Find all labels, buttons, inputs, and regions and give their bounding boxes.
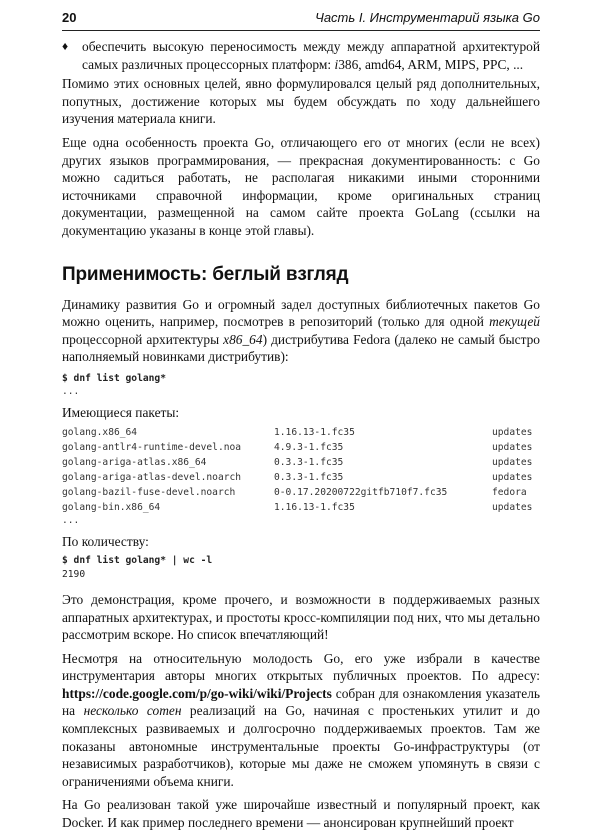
- package-repo: updates: [492, 471, 533, 483]
- intro-italic-2: x86_64: [223, 331, 263, 347]
- package-row: [62, 500, 540, 515]
- packages-ellipsis: ...: [62, 514, 80, 526]
- count-label: По количеству:: [62, 533, 149, 549]
- package-name: golang-bin.x86_64: [62, 501, 161, 513]
- intro-text-2: процессорной архитектуры: [62, 331, 224, 347]
- bullet-text-end: 386, amd64, ARM, MIPS, PPC, ...: [338, 56, 524, 72]
- diamond-bullet-icon: ♦: [62, 39, 69, 53]
- code-output-count: 2190: [62, 568, 86, 580]
- paragraph-projects: [62, 650, 540, 791]
- available-packages-label: Имеющиеся пакеты:: [62, 404, 180, 420]
- intro-text-1: Динамику развития Go и огромный задел доступных библиотечных пакетов Go можно оценить, например, посмотрев в репозиторий (только для одной: [62, 296, 540, 330]
- package-version: 4.9.3-1.fc35: [274, 441, 344, 453]
- projects-text-2: собран для ознакомления указатель на: [62, 685, 540, 719]
- package-version: 1.16.13-1.fc35: [274, 426, 355, 438]
- packages-table: [62, 425, 540, 515]
- package-repo: updates: [492, 456, 533, 468]
- bullet-italic: i: [334, 56, 339, 72]
- code-command-list: $ dnf list golang*: [62, 372, 166, 384]
- projects-url-link[interactable]: https://code.google.com/p/go-wiki/wiki/Projects: [62, 685, 332, 701]
- package-name: golang.x86_64: [62, 426, 138, 438]
- package-name: golang-ariga-atlas.x86_64: [62, 456, 207, 468]
- paragraph-docker: На Go реализован такой уже широчайше известный и популярный проект, как Docker. И как пример последнего времени — анонсирован крупнейший проект: [62, 797, 540, 831]
- section-heading: Применимость: беглый взгляд: [62, 263, 349, 285]
- running-title: Часть I. Инструментарий языка Go: [315, 10, 540, 25]
- package-repo: updates: [492, 501, 533, 513]
- projects-italic: несколько сотен: [83, 703, 182, 719]
- package-row: [62, 440, 540, 455]
- bullet-text: обеспечить высокую переносимость между между аппаратной архитектурой самых различных процессорных платформ:: [82, 39, 540, 72]
- package-row: [62, 425, 540, 440]
- projects-text-1: Несмотря на относительную молодость Go, его уже избрали в качестве инструментария авторы многих открытых публичных проектов. По адресу:: [62, 650, 540, 684]
- package-row: [62, 485, 540, 500]
- code-ellipsis: ...: [62, 385, 80, 397]
- paragraph-intro: [62, 296, 540, 366]
- projects-text-3: реализаций на Go, начиная с простеньких утилит и до комплексных развиваемых и долгосрочно поддерживаемых проектов. Там же показаны автономные инструментальные проекты Go-инфраструктуры (от независимых разработчиков), которые мы даже не сможем упомянуть в связи с ограничениями объема книги.: [62, 703, 540, 789]
- running-header: [62, 8, 540, 31]
- package-version: 1.16.13-1.fc35: [274, 501, 355, 513]
- package-repo: fedora: [492, 486, 527, 498]
- package-row: [62, 470, 540, 485]
- code-command-count: $ dnf list golang* | wc -l: [62, 554, 213, 566]
- intro-text-3: ) дистрибутива Fedora (далеко не самый быстро наполняемый новинками дистрибутив):: [62, 331, 540, 365]
- package-row: [62, 455, 540, 470]
- page-number: 20: [62, 10, 77, 25]
- package-version: 0-0.17.20200722gitfb710f7.fc35: [274, 486, 448, 498]
- package-version: 0.3.3-1.fc35: [274, 471, 344, 483]
- paragraph-demonstration: Это демонстрация, кроме прочего, и возможности в поддерживаемых разных аппаратных архитектурах, и простоты кросс-компиляции под них, что мы детально рассмотрим вскоре. Но список впечатляющий!: [62, 591, 540, 643]
- package-name: golang-antlr4-runtime-devel.noa: [62, 441, 242, 453]
- paragraph-documentation: Еще одна особенность проекта Go, отличающего его от многих (если не всех) других языков программирования, — прекрасная документированность: с Go можно садиться работать, не располагая никакими иными сторонними источниками справочной информации, кроме оригинальных страниц документации, размещенной на самом сайте проекта GoLang (ссылки на документацию указаны в конце этой главы).: [62, 134, 540, 238]
- code-block-list: [62, 372, 540, 398]
- package-name: golang-bazil-fuse-devel.noarch: [62, 486, 236, 498]
- package-repo: updates: [492, 426, 533, 438]
- page-content: [62, 38, 540, 832]
- package-name: golang-ariga-atlas-devel.noarch: [62, 471, 242, 483]
- package-version: 0.3.3-1.fc35: [274, 456, 344, 468]
- bullet-item: [62, 38, 540, 73]
- intro-italic-1: текущей: [489, 314, 540, 330]
- package-repo: updates: [492, 441, 533, 453]
- paragraph-goals: Помимо этих основных целей, явно формулировался целый ряд дополнительных, попутных, достижение которых мы будем обсуждать по ходу дальнейшего изучения материала книги.: [62, 76, 540, 127]
